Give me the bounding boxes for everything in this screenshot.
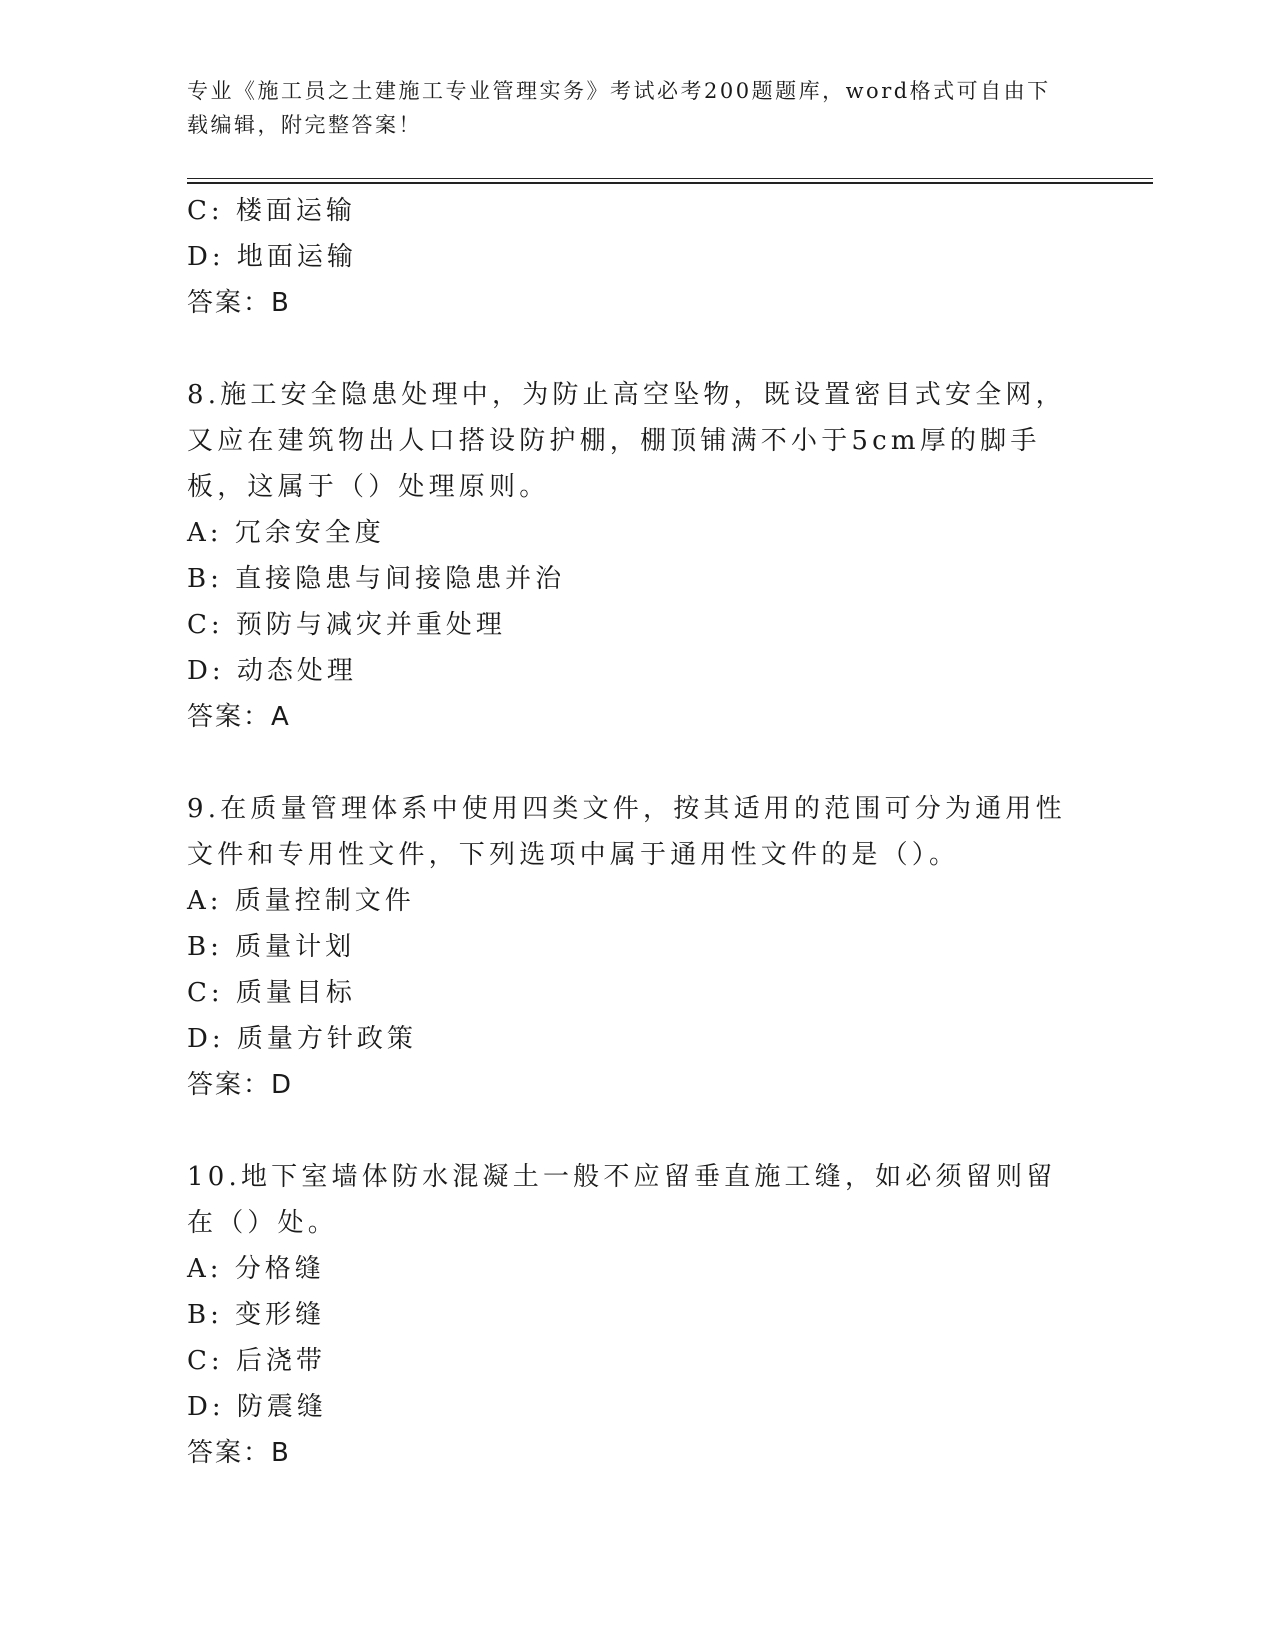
option-b: B: 直接隐患与间接隐患并治 bbox=[187, 564, 566, 594]
option-a: A: 冗余安全度 bbox=[187, 518, 385, 548]
option-d: D: 质量方针政策 bbox=[187, 1024, 417, 1054]
answer-line: 答案：B bbox=[187, 1438, 291, 1468]
option-c: C: 预防与减灾并重处理 bbox=[187, 610, 506, 640]
answer-line: 答案：B bbox=[187, 288, 291, 318]
option-c: C: 质量目标 bbox=[187, 978, 356, 1008]
option-b: B: 变形缝 bbox=[187, 1300, 326, 1330]
question-9 bbox=[187, 786, 1067, 1108]
option-c: C: 后浇带 bbox=[187, 1346, 326, 1376]
answer-line: 答案：D bbox=[187, 1070, 294, 1100]
question-content bbox=[187, 188, 1067, 1476]
option-a: A: 质量控制文件 bbox=[187, 886, 415, 916]
option-d: D: 动态处理 bbox=[187, 656, 357, 686]
option-a: A: 分格缝 bbox=[187, 1254, 325, 1284]
document-header: 专业《施工员之土建施工专业管理实务》考试必考200题题库，word格式可自由下载编辑，附完整答案！ bbox=[187, 79, 1051, 137]
option-d: D: 防震缝 bbox=[187, 1392, 327, 1422]
header-divider-thick bbox=[187, 182, 1153, 184]
spacer bbox=[187, 1108, 1067, 1154]
answer-line: 答案：A bbox=[187, 702, 291, 732]
question-text: 8.施工安全隐患处理中，为防止高空坠物，既设置密目式安全网，又应在建筑物出人口搭设防护棚，棚顶铺满不小于5cm厚的脚手板，这属于（）处理原则。 bbox=[187, 380, 1066, 502]
option-c: C: 楼面运输 bbox=[187, 196, 356, 226]
spacer bbox=[187, 326, 1067, 372]
question-text: 10.地下室墙体防水混凝土一般不应留垂直施工缝，如必须留则留在（）处。 bbox=[187, 1162, 1057, 1238]
question-text: 9.在质量管理体系中使用四类文件，按其适用的范围可分为通用性文件和专用性文件，下列选项中属于通用性文件的是（）。 bbox=[187, 794, 1066, 870]
continued-question bbox=[187, 188, 1067, 326]
question-10 bbox=[187, 1154, 1067, 1476]
header-divider-thin bbox=[187, 178, 1153, 179]
spacer bbox=[187, 740, 1067, 786]
option-b: B: 质量计划 bbox=[187, 932, 356, 962]
question-8 bbox=[187, 372, 1067, 740]
option-d: D: 地面运输 bbox=[187, 242, 357, 272]
